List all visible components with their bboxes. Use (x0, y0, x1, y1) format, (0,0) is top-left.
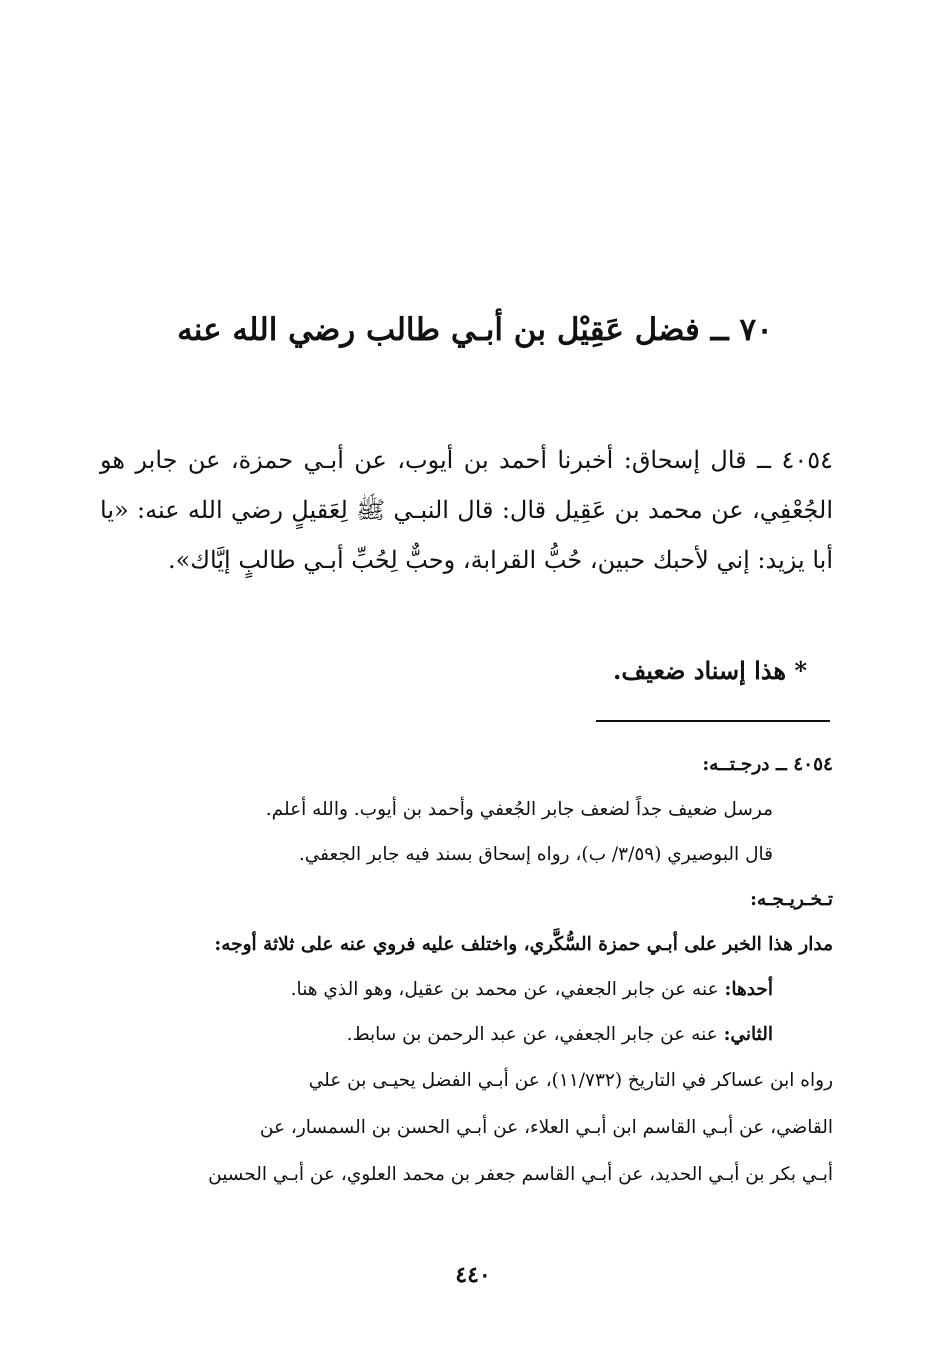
final-line: رواه ابن عساكر في التاريخ (١١/٧٣٢)، عن أبـي الفضل يحيـى بن علي (308, 1070, 833, 1091)
takhrij-first-way (100, 967, 833, 1012)
second-way-label: الثاني: (723, 1024, 773, 1045)
takhrij-heading: تـخـريـجـه: (750, 889, 833, 910)
takhrij-final-paragraph (100, 1057, 833, 1198)
final-line: أبـي بكر بن أبـي الحديد، عن أبـي القاسم جعفر بن محمد العلوي، عن أبـي الحسين (208, 1164, 833, 1185)
first-way-label: أحدها: (724, 979, 773, 1000)
takhrij-second-way (100, 1012, 833, 1057)
second-way-text: عنه عن جابر الجعفي، عن عبد الرحمن بن سابط. (346, 1024, 724, 1045)
grade-heading: ٤٠٥٤ ــ درجـتــه: (702, 754, 833, 775)
footnote-divider (596, 720, 830, 722)
hadith-paragraph: ٤٠٥٤ ــ قال إسحاق: أخبرنا أحمد بن أيوب، عن أبـي حمزة، عن جابر هو الجُعْفِي، عن محمد بن عَقِيل قال: قال النبـي ﷺ لِعَقيلٍ رضي الله عنه: «يا أبا يزيد: إني لأحبك حبين، حُبُّ القرابة، وحبٌّ لِحُبِّ أبـي طالبٍ إيَّاك». (100, 446, 833, 574)
takhrij-intro: مدار هذا الخبر على أبـي حمزة السُّكَّري، واختلف عليه فروي عنه على ثلاثة أوجه: (214, 934, 833, 955)
final-line: القاضي، عن أبـي القاسم ابن أبـي العلاء، عن أبـي الحسن بن السمسار، عن (259, 1117, 833, 1138)
footnotes (100, 742, 833, 1198)
hadith-text (100, 435, 833, 585)
first-way-text: عنه عن جابر الجعفي، عن محمد بن عقيل، وهو الذي هنا. (290, 979, 725, 1000)
grade-line: قال البوصيري (٣/٥٩/ ب)، رواه إسحاق بسند فيه جابر الجعفي. (298, 844, 773, 865)
chapter-title: ٧٠ ــ فضل عَقِيْل بن أبـي طالب رضي الله عنه (177, 312, 773, 348)
grade-line: مرسل ضعيف جداً لضعف جابر الجُعفي وأحمد بن أيوب. والله أعلم. (265, 799, 773, 820)
page-number: ٤٤٠ (455, 1262, 491, 1288)
hadith-verdict: * هذا إسناد ضعيف. (613, 656, 807, 685)
